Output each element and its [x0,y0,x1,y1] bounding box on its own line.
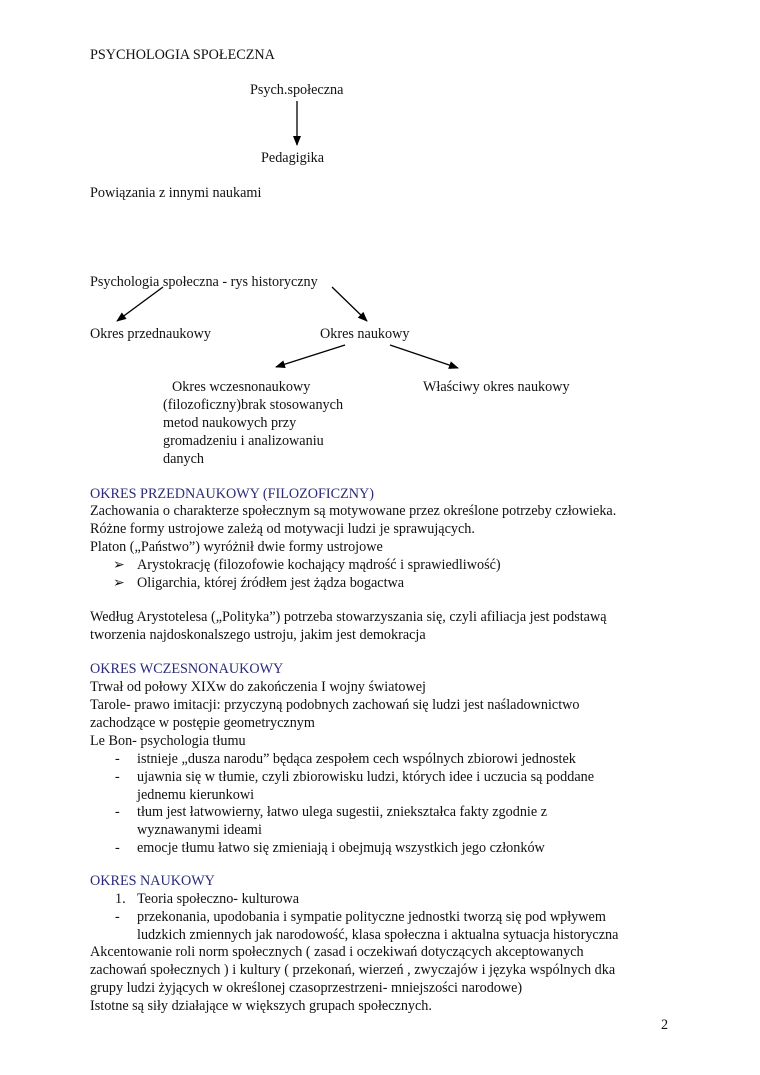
paragraph-line: Zachowania o charakterze społecznym są motywowane przez określone potrzeby człowieka. [90,503,617,519]
arrow-scientific-to-early [276,345,345,367]
arrow-root-to-scientific [332,287,367,321]
paragraph-line: Trwał od połowy XIXw do zakończenia I wojny światowej [90,679,426,695]
dash-bullet-icon: - [115,769,120,785]
diagram2-early-line: (filozoficzny)brak stosowanych [163,397,344,413]
relations-text: Powiązania z innymi naukami [90,185,262,201]
paragraph-line: Według Arystotelesa („Polityka”) potrzeba stowarzyszania się, czyli afiliacja jest podstawą [90,609,607,625]
dash-bullet-icon: - [115,751,120,767]
dash-item: ujawnia się w tłumie, czyli zbiorowisku ludzi, których idee i uczucia są poddane [137,769,595,785]
dash-item: emocje tłumu łatwo się zmieniają i obejmują wszystkich jego członków [137,840,545,856]
bullet-item: Arystokrację (filozofowie kochający mądrość i sprawiedliwość) [137,557,501,573]
section-heading-prescientific: OKRES PRZEDNAUKOWY (FILOZOFICZNY) [90,486,374,502]
numbered-item: Teoria społeczno- kulturowa [137,891,300,907]
paragraph-line: zachodzące w postępie geometrycznym [90,715,315,731]
page-number: 2 [661,1017,669,1033]
list-number: 1. [115,891,126,907]
diagram2-early-line: gromadzeniu i analizowaniu [163,433,324,449]
paragraph-line: Platon („Państwo”) wyróżnił dwie formy ustrojowe [90,539,383,555]
dash-bullet-icon: - [115,840,120,856]
diagram2-proper-node: Właściwy okres naukowy [423,379,570,395]
dash-bullet-icon: - [115,909,120,925]
arrow-root-to-prescientific [117,287,163,321]
paragraph-line: zachowań społecznych ) i kultury ( przekonań, wierzeń , zwyczajów i języka wspólnych dka [90,962,616,978]
bullet-item: Oligarchia, której źródłem jest żądza bogactwa [137,575,405,591]
dash-bullet-icon: - [115,804,120,820]
section-heading-early-scientific: OKRES WCZESNONAUKOWY [90,661,284,677]
diagram2-root-node: Psychologia społeczna - rys historyczny [90,274,318,290]
diagram1-bottom-node: Pedagigika [261,150,325,166]
diagram2-early-line: danych [163,451,204,467]
diagram2-right-node: Okres naukowy [320,326,410,342]
paragraph-line: tworzenia najdoskonalszego ustroju, jakim jest demokracja [90,627,426,643]
dash-item-continued: wyznawanymi ideami [137,822,262,838]
arrow-bullet-icon: ➢ [113,575,125,591]
diagram2-early-line: Okres wczesnonaukowy [172,379,311,395]
paragraph-line: Le Bon- psychologia tłumu [90,733,246,749]
dash-item: przekonania, upodobania i sympatie polityczne jednostki tworzą się pod wpływem [137,909,606,925]
paragraph-line: grupy ludzi żyjących w określonej czasoprzestrzeni- mniejszości narodowe) [90,980,523,996]
dash-item: istnieje „dusza narodu” będąca zespołem cech wspólnych zbiorowi jednostek [137,751,576,767]
dash-item-continued: jednemu kierunkowi [137,787,255,803]
diagram2-early-line: metod naukowych przy [163,415,297,431]
dash-item-continued: ludzkich zmiennych jak narodowość, klasa społeczna i aktualna sytuacja historyczna [137,927,619,943]
paragraph-line: Tarole- prawo imitacji: przyczyną podobnych zachowań się ludzi jest naśladownictwo [90,697,580,713]
arrow-scientific-to-proper [390,345,458,368]
diagram2-left-node: Okres przednaukowy [90,326,211,342]
dash-item: tłum jest łatwowierny, łatwo ulega sugestii, zniekształca fakty zgodnie z [137,804,547,820]
diagram1-top-node: Psych.społeczna [250,82,344,98]
paragraph-line: Istotne są siły działające w większych grupach społecznych. [90,998,432,1014]
paragraph-line: Akcentowanie roli norm społecznych ( zasad i oczekiwań dotyczących akceptowanych [90,944,584,960]
paragraph-line: Różne formy ustrojowe zależą od motywacji ludzi je sprawujących. [90,521,475,537]
page-title: PSYCHOLOGIA SPOŁECZNA [90,47,275,63]
section-heading-scientific: OKRES NAUKOWY [90,873,215,889]
arrow-bullet-icon: ➢ [113,557,125,573]
